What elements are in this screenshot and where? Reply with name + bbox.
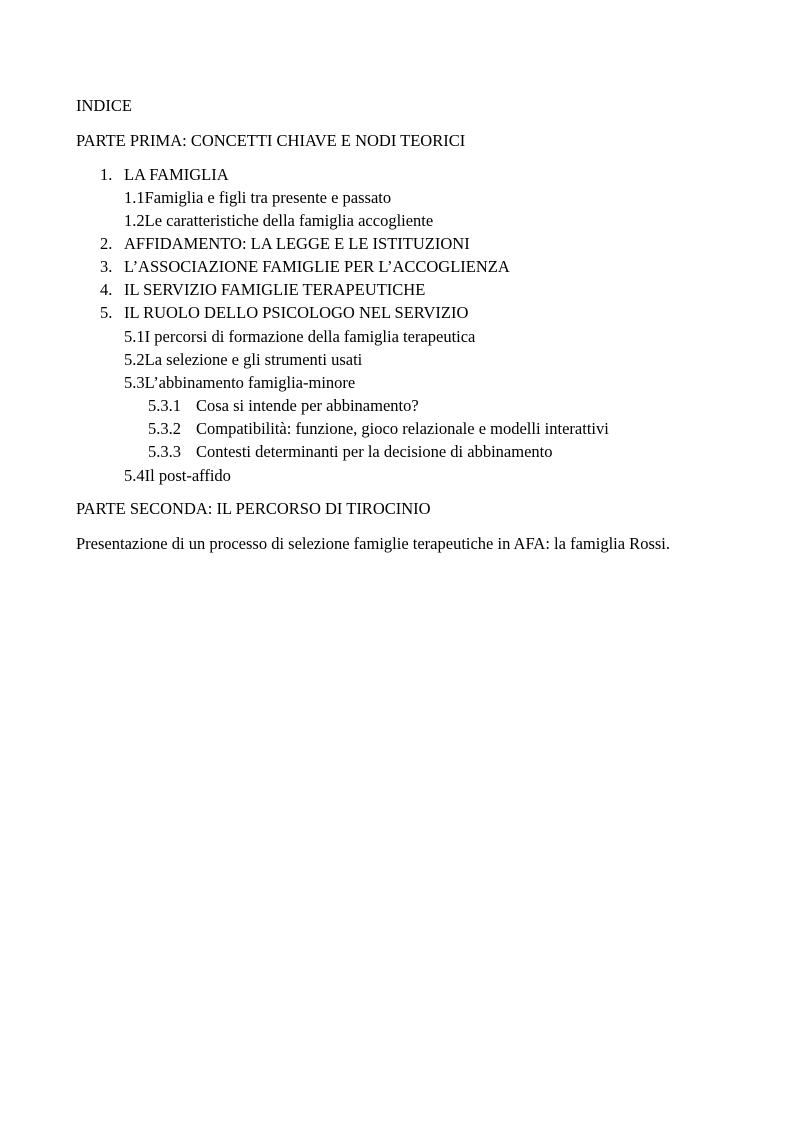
toc-entry-title: Il post-affido: [144, 466, 231, 485]
toc-entry-number: 5.4: [124, 466, 145, 485]
toc-entry-number: 5.2: [124, 350, 145, 369]
toc-entry-title: Cosa si intende per abbinamento?: [196, 396, 419, 415]
toc-entry-number: 5.3.3: [148, 442, 181, 461]
toc-entry-number: 1.2: [124, 211, 145, 230]
toc-entry-ch2: [100, 234, 470, 253]
toc-entry-number: 5.3: [124, 373, 145, 392]
toc-entry-number: 5.: [100, 303, 113, 322]
toc-entry-s5-3-2: [148, 419, 609, 438]
toc-entry-s5-3-3: [148, 442, 552, 461]
toc-entry-number: 5.3.1: [148, 396, 181, 415]
toc-entry-number: 5.3.2: [148, 419, 181, 438]
toc-entry-title: Contesti determinanti per la decisione di abbinamento: [196, 442, 553, 461]
toc-entry-s5-4: [124, 466, 231, 485]
part-two-heading: PARTE SECONDA: IL PERCORSO DI TIROCINIO: [76, 499, 431, 518]
toc-entry-title: LA FAMIGLIA: [124, 165, 229, 184]
toc-entry-ch3: [100, 257, 510, 276]
toc-entry-title: L’abbinamento famiglia-minore: [144, 373, 356, 392]
part-one-heading: PARTE PRIMA: CONCETTI CHIAVE E NODI TEORICI: [76, 131, 466, 150]
toc-entry-title: La selezione e gli strumenti usati: [144, 350, 363, 369]
toc-entry-ch4: [100, 280, 425, 299]
toc-entry-ch5: [100, 303, 468, 322]
toc-entry-s1-1: [124, 188, 391, 207]
toc-entry-number: 3.: [100, 257, 113, 276]
toc-entry-s5-3: [124, 373, 355, 392]
presentation-paragraph: Presentazione di un processo di selezione famiglie terapeutiche in AFA: la famiglia Rossi.: [76, 534, 670, 553]
toc-entry-title: Famiglia e figli tra presente e passato: [144, 188, 392, 207]
toc-entry-title: Le caratteristiche della famiglia accogliente: [144, 211, 434, 230]
toc-entry-s5-3-1: [148, 396, 419, 415]
toc-entry-title: Compatibilità: funzione, gioco relazionale e modelli interattivi: [196, 419, 609, 438]
toc-entry-title: AFFIDAMENTO: LA LEGGE E LE ISTITUZIONI: [124, 234, 470, 253]
toc-entry-number: 5.1: [124, 327, 145, 346]
toc-entry-title: I percorsi di formazione della famiglia terapeutica: [144, 327, 476, 346]
toc-entry-ch1: [100, 165, 229, 184]
toc-entry-s5-1: [124, 327, 475, 346]
toc-entry-s5-2: [124, 350, 362, 369]
toc-entry-number: 1.: [100, 165, 113, 184]
toc-entry-number: 2.: [100, 234, 113, 253]
toc-entry-title: IL SERVIZIO FAMIGLIE TERAPEUTICHE: [124, 280, 426, 299]
toc-entry-number: 4.: [100, 280, 113, 299]
toc-entry-title: IL RUOLO DELLO PSICOLOGO NEL SERVIZIO: [124, 303, 469, 322]
toc-entry-number: 1.1: [124, 188, 145, 207]
index-title: INDICE: [76, 96, 132, 115]
toc-entry-s1-2: [124, 211, 433, 230]
toc-entry-title: L’ASSOCIAZIONE FAMIGLIE PER L’ACCOGLIENZA: [124, 257, 510, 276]
